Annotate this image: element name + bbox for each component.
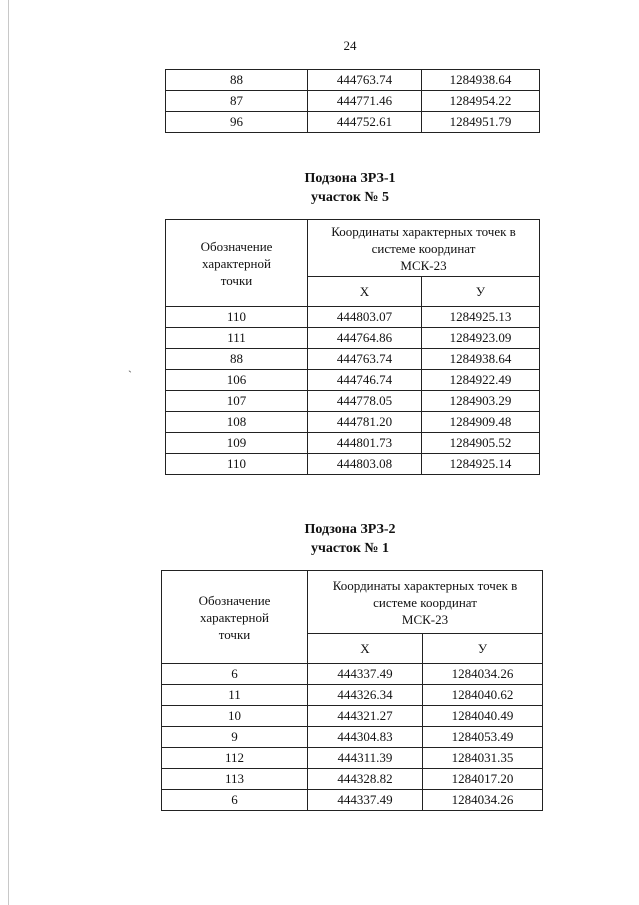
section-heading: [0, 169, 639, 207]
y-cell: 1284017.20: [423, 769, 543, 790]
table-row: [166, 454, 540, 475]
x-cell: 444746.74: [308, 370, 422, 391]
section-title: Подзона ЗРЗ-2: [304, 522, 396, 537]
table-row: [162, 790, 543, 811]
coord-header: [308, 571, 543, 634]
x-cell: 444752.61: [308, 112, 422, 133]
x-cell: 444304.83: [308, 727, 423, 748]
page-number: 24: [343, 38, 357, 53]
point-header: [162, 571, 308, 664]
table-row: [166, 370, 540, 391]
x-cell: 444328.82: [308, 769, 423, 790]
header-line: МСК-23: [400, 257, 447, 273]
point-cell: 96: [166, 112, 308, 133]
header-line: МСК-23: [401, 611, 449, 627]
table-row: [166, 307, 540, 328]
point-cell: 10: [162, 706, 308, 727]
zrz1-coordinates-table: [165, 219, 540, 475]
header-line: системе координат: [373, 594, 477, 610]
x-cell: 444764.86: [308, 328, 422, 349]
table-row: [166, 112, 540, 133]
point-cell: 111: [166, 328, 308, 349]
y-cell: 1284040.49: [423, 706, 543, 727]
header-line: Координаты характерных точек в: [331, 223, 516, 239]
coord-header: [308, 220, 540, 277]
point-cell: 9: [162, 727, 308, 748]
table-row: [162, 727, 543, 748]
y-cell: 1284034.26: [423, 790, 543, 811]
point-cell: 110: [166, 307, 308, 328]
header-line: системе координат: [371, 240, 476, 256]
x-cell: 444321.27: [308, 706, 423, 727]
x-header: Х: [308, 277, 422, 307]
section-subtitle: участок № 1: [311, 541, 389, 556]
table-row: [166, 91, 540, 112]
y-cell: 1284909.48: [422, 412, 540, 433]
point-cell: 112: [162, 748, 308, 769]
point-cell: 11: [162, 685, 308, 706]
y-header: У: [423, 634, 543, 664]
header-line: характерной: [200, 609, 269, 625]
table-row: [166, 391, 540, 412]
point-cell: 110: [166, 454, 308, 475]
table-row: [166, 70, 540, 91]
table-row: [166, 328, 540, 349]
y-cell: 1284938.64: [422, 70, 540, 91]
x-cell: 444763.74: [308, 70, 422, 91]
header-line: Координаты характерных точек в: [332, 577, 518, 593]
point-header: [166, 220, 308, 307]
point-cell: 107: [166, 391, 308, 412]
zrz2-coordinates-table: [161, 570, 543, 811]
point-cell: 6: [162, 664, 308, 685]
point-cell: 6: [162, 790, 308, 811]
header-line: точки: [220, 272, 253, 288]
x-cell: 444337.49: [308, 664, 423, 685]
table-header-row: [166, 220, 540, 277]
stray-mark: ˋ: [128, 368, 132, 382]
x-cell: 444311.39: [308, 748, 423, 769]
table-row: [166, 349, 540, 370]
table-header-row: [162, 571, 543, 634]
x-cell: 444803.07: [308, 307, 422, 328]
header-line: характерной: [202, 255, 271, 271]
table-row: [166, 433, 540, 454]
page-edge-rule: [8, 0, 9, 905]
x-cell: 444337.49: [308, 790, 423, 811]
y-cell: 1284903.29: [422, 391, 540, 412]
section-title: Подзона ЗРЗ-1: [304, 171, 396, 186]
section-subtitle: участок № 5: [311, 190, 389, 205]
x-cell: 444778.05: [308, 391, 422, 412]
table-row: [162, 664, 543, 685]
y-cell: 1284053.49: [423, 727, 543, 748]
y-cell: 1284925.13: [422, 307, 540, 328]
y-cell: 1284922.49: [422, 370, 540, 391]
table-row: [162, 748, 543, 769]
y-cell: 1284951.79: [422, 112, 540, 133]
point-cell: 109: [166, 433, 308, 454]
y-cell: 1284034.26: [423, 664, 543, 685]
y-header: У: [422, 277, 540, 307]
top-coordinates-table: [165, 69, 540, 133]
x-cell: 444801.73: [308, 433, 422, 454]
table-row: [162, 706, 543, 727]
point-cell: 108: [166, 412, 308, 433]
y-cell: 1284925.14: [422, 454, 540, 475]
x-header: Х: [308, 634, 423, 664]
x-cell: 444326.34: [308, 685, 423, 706]
header-line: точки: [218, 626, 251, 642]
y-cell: 1284040.62: [423, 685, 543, 706]
y-cell: 1284938.64: [422, 349, 540, 370]
point-cell: 87: [166, 91, 308, 112]
x-cell: 444781.20: [308, 412, 422, 433]
y-cell: 1284923.09: [422, 328, 540, 349]
y-cell: 1284905.52: [422, 433, 540, 454]
x-cell: 444771.46: [308, 91, 422, 112]
y-cell: 1284031.35: [423, 748, 543, 769]
table-row: [162, 685, 543, 706]
table-row: [166, 412, 540, 433]
header-line: Обозначение: [200, 238, 273, 254]
point-cell: 113: [162, 769, 308, 790]
x-cell: 444763.74: [308, 349, 422, 370]
point-cell: 106: [166, 370, 308, 391]
point-cell: 88: [166, 70, 308, 91]
section-heading: [0, 520, 639, 558]
point-cell: 88: [166, 349, 308, 370]
header-line: Обозначение: [198, 592, 271, 608]
y-cell: 1284954.22: [422, 91, 540, 112]
table-row: [162, 769, 543, 790]
x-cell: 444803.08: [308, 454, 422, 475]
